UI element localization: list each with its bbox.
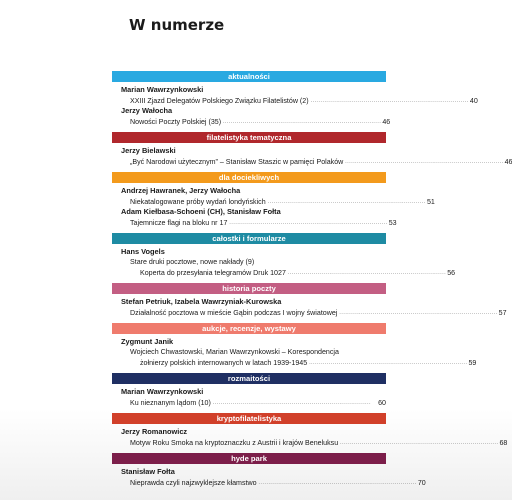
toc-entry[interactable] [112, 196, 435, 207]
dot-leader [213, 397, 376, 408]
toc-section [112, 373, 386, 408]
article-title-line[interactable]: Stare druki pocztowe, nowe nakłady (9) [130, 258, 255, 266]
page-number: 46 [382, 118, 391, 126]
page-number: 57 [498, 309, 507, 317]
section-header: kryptofilatelistyka [112, 413, 386, 424]
dot-leader [223, 116, 380, 127]
article-title[interactable]: „Być Narodowi użytecznym” – Stanisław Staszic w pamięci Polaków [130, 158, 344, 166]
page-number: 46 [504, 158, 512, 166]
toc-entry[interactable] [112, 397, 386, 408]
page-number: 59 [468, 359, 477, 367]
article-title[interactable]: Koperta do przesyłania telegramów Druk 1027 [140, 269, 286, 277]
toc-entry[interactable] [112, 307, 507, 318]
table-of-contents [112, 71, 512, 493]
toc-entry[interactable] [112, 156, 512, 167]
section-header: aktualności [112, 71, 386, 82]
toc-section [112, 413, 508, 448]
page-title: W numerze [129, 16, 225, 34]
article-author: Jerzy Romanowicz [121, 427, 188, 436]
dot-leader [268, 196, 425, 207]
article-title[interactable]: Tajemnicze flagi na bloku nr 17 [130, 219, 228, 227]
dot-leader [288, 267, 445, 278]
page-number: 40 [469, 97, 478, 105]
page-number: 60 [378, 399, 386, 407]
article-title[interactable]: Niekatalogowane próby wydań londyńskich [130, 198, 266, 206]
toc-entry[interactable] [112, 95, 478, 106]
section-header: hyde park [112, 453, 386, 464]
dot-leader [345, 156, 502, 167]
page-number: 53 [388, 219, 397, 227]
article-author: Jerzy Wałocha [121, 106, 173, 115]
section-header: rozmaitości [112, 373, 386, 384]
page-number: 68 [499, 439, 508, 447]
article-title[interactable]: Ku nieznanym lądom (10) [130, 399, 211, 407]
article-title-line[interactable]: Wojciech Chwastowski, Marian Wawrzynkowski – Korespondencja [130, 348, 339, 356]
article-author: Adam Kiełbasa-Schoeni (CH), Stanisław Fołta [121, 207, 281, 216]
toc-section [112, 233, 456, 278]
dot-leader [229, 217, 386, 228]
article-title[interactable]: Nieprawda czyli najzwyklejsze kłamstwo [130, 479, 257, 487]
toc-section [112, 172, 435, 228]
toc-entry[interactable] [112, 437, 508, 448]
article-author: Jerzy Bielawski [121, 146, 176, 155]
dot-leader [311, 95, 468, 106]
section-header: historia poczty [112, 283, 386, 294]
toc-section [112, 283, 507, 318]
section-header: aukcje, recenzje, wystawy [112, 323, 386, 334]
dot-leader [259, 477, 416, 488]
toc-entry[interactable] [112, 217, 397, 228]
section-header: całostki i formularze [112, 233, 386, 244]
page-number: 70 [417, 479, 426, 487]
article-author: Stanisław Fołta [121, 467, 175, 476]
article-author: Zygmunt Janik [121, 337, 174, 346]
page-number: 51 [426, 198, 435, 206]
article-title[interactable]: Działalność pocztowa w mieście Gąbin podczas I wojny światowej [130, 309, 338, 317]
article-author: Marian Wawrzynkowski [121, 85, 204, 94]
toc-entry[interactable] [112, 477, 426, 488]
toc-section [112, 132, 512, 167]
toc-entry[interactable] [112, 116, 391, 127]
article-title[interactable]: Nowości Poczty Polskiej (35) [130, 118, 222, 126]
article-title[interactable]: żołnierzy polskich internowanych w latach 1939-1945 [140, 359, 308, 367]
article-author: Stefan Petriuk, Izabela Wawrzyniak-Kurowska [121, 297, 282, 306]
page-number: 56 [447, 269, 456, 277]
section-header: filatelistyka tematyczna [112, 132, 386, 143]
article-author: Hans Vogels [121, 247, 165, 256]
dot-leader [339, 307, 496, 318]
section-header: dla dociekliwych [112, 172, 386, 183]
toc-entry[interactable] [112, 357, 477, 368]
toc-section [112, 453, 426, 488]
article-author: Marian Wawrzynkowski [121, 387, 204, 396]
toc-entry[interactable] [112, 267, 456, 278]
article-title[interactable]: XXIII Zjazd Delegatów Polskiego Związku Filatelistów (2) [130, 97, 309, 105]
toc-section [112, 71, 478, 127]
toc-section [112, 323, 477, 368]
dot-leader [340, 437, 497, 448]
article-title[interactable]: Motyw Roku Smoka na kryptoznaczku z Austrii i krajów Beneluksu [130, 439, 339, 447]
dot-leader [309, 357, 466, 368]
article-author: Andrzej Hawranek, Jerzy Wałocha [121, 186, 241, 195]
